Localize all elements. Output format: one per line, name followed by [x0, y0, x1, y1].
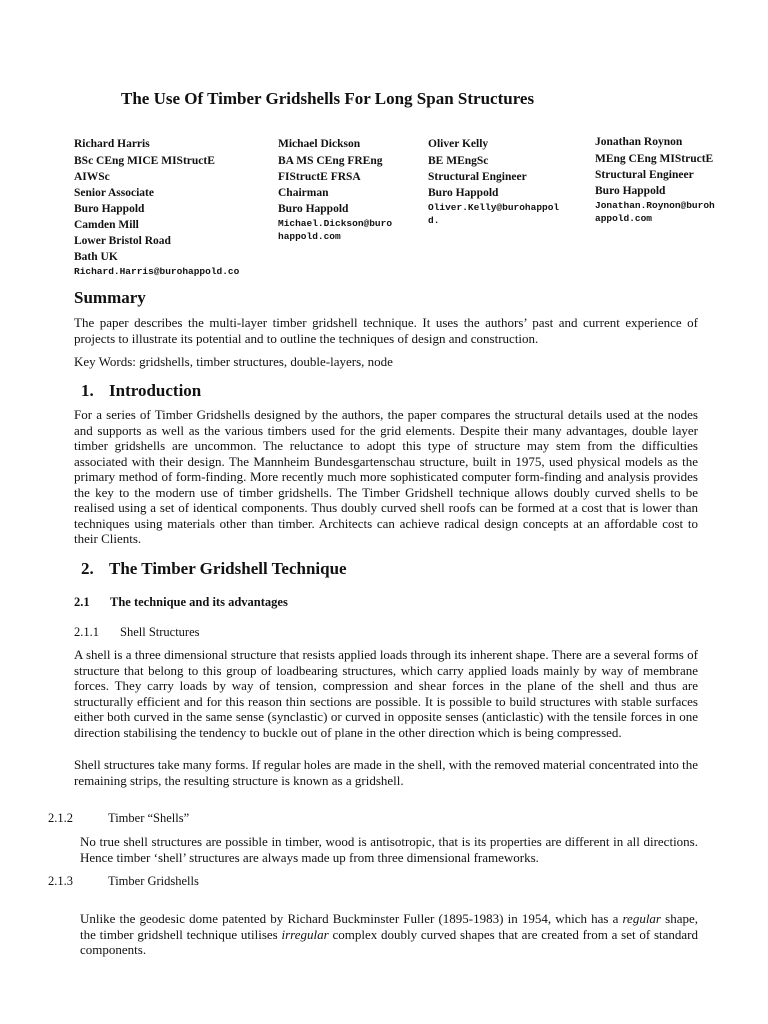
paper-title: The Use Of Timber Gridshells For Long Span Structures — [121, 89, 535, 108]
text-run: shape, the timber gridshell technique utilises — [80, 911, 698, 942]
section-number: 2.1 — [74, 595, 90, 609]
section-title: Timber “Shells” — [108, 811, 190, 825]
author-line: Camden Mill — [74, 219, 139, 231]
section-title: Introduction — [109, 381, 202, 400]
shell-structures-text: A shell is a three dimensional structure that resists applied loads through its inherent shape. There are a several forms of structure that belong to this group of loadbearing structures, which carry applied loads mainly by way of membrane forces. They carry loads by way of tension, compression and shear forces in the plane of the shell and thus are structurally efficient and for this reason thin sections are possible. It is possible to build structures with stable surfaces either both curved in the same sense (synclastic) or curved in opposite senses (anticlastic) with the tensile forces in one direction stabilising the tendency to buckle out of plane in the other direction which is being compressed. — [74, 647, 698, 740]
author-line: MEng CEng MIStructE — [595, 153, 714, 165]
section-title: The technique and its advantages — [110, 595, 288, 609]
subsection-2-1-3-heading — [48, 874, 199, 889]
author-line: Structural Engineer — [428, 171, 527, 183]
subsection-2-1-1-heading — [74, 625, 200, 640]
author-email: happold.com — [278, 231, 341, 242]
keywords: Key Words: gridshells, timber structures, double-layers, node — [74, 354, 393, 369]
author-email: Oliver.Kelly@burohappol — [428, 202, 560, 213]
section-title: The Timber Gridshell Technique — [109, 559, 347, 578]
section-1-heading — [81, 381, 201, 401]
author-name: Michael Dickson — [278, 138, 361, 150]
author-name: Jonathan Roynon — [595, 136, 683, 148]
author-line: Buro Happold — [278, 203, 349, 215]
author-line: Lower Bristol Road — [74, 235, 171, 247]
author-line: AIWSc — [74, 171, 110, 183]
author-line: BE MEngSc — [428, 155, 489, 167]
author-email: d. — [428, 215, 440, 226]
author-email: Michael.Dickson@buro — [278, 218, 393, 229]
author-name: Oliver Kelly — [428, 138, 489, 150]
subsection-2-1-2-heading — [48, 811, 189, 826]
author-block-harris — [74, 136, 254, 278]
author-line: Buro Happold — [74, 203, 145, 215]
summary-text: The paper describes the multi-layer timber gridshell technique. It uses the authors’ past and current experience of projects to illustrate its potential and to outline the techniques of design and construction. — [74, 315, 698, 346]
subsection-2-1-heading — [74, 595, 288, 610]
section-number: 2.1.2 — [48, 811, 73, 825]
section-number: 2.1.3 — [48, 874, 73, 888]
author-block-roynon — [595, 134, 735, 225]
text-run: Unlike the geodesic dome patented by Richard Buckminster Fuller (1895-1983) in 1954, which has a — [80, 911, 623, 926]
shell-structures-text-2: Shell structures take many forms. If regular holes are made in the shell, with the removed material concentrated into the remaining strips, the resulting structure is known as a gridshell. — [74, 757, 698, 788]
emphasis-regular: regular — [622, 911, 661, 926]
section-number: 1. — [81, 381, 94, 400]
section-number: 2. — [81, 559, 94, 578]
section-number: 2.1.1 — [74, 625, 99, 639]
author-email: Jonathan.Roynon@buroh — [595, 200, 715, 211]
author-name: Richard Harris — [74, 138, 150, 150]
author-line: FIStructE FRSA — [278, 171, 361, 183]
author-line: Buro Happold — [428, 187, 499, 199]
section-title: Timber Gridshells — [108, 874, 199, 888]
emphasis-irregular: irregular — [281, 926, 329, 942]
author-line: BA MS CEng FREng — [278, 155, 383, 167]
author-email: appold.com — [595, 213, 653, 224]
author-line: Bath UK — [74, 251, 118, 263]
author-line: Chairman — [278, 187, 329, 199]
section-2-heading — [81, 559, 347, 579]
author-line: BSc CEng MICE MIStructE — [74, 155, 215, 167]
timber-shells-text: No true shell structures are possible in timber, wood is antisotropic, that is its properties are different in all directions. Hence timber ‘shell’ structures are always made up from three dimensional frameworks. — [80, 834, 698, 865]
text-run: complex doubly curved shapes that are created from a set of standard components. — [80, 926, 698, 957]
author-line: Structural Engineer — [595, 169, 694, 181]
author-line: Senior Associate — [74, 187, 154, 199]
author-block-dickson — [278, 136, 408, 243]
introduction-text: For a series of Timber Gridshells designed by the authors, the paper compares the structural details used at the nodes and supports as well as the various timbers used for the grid elements. Despite their many advantages, double layer timber gridshells are uncommon. The reluctance to adopt this type of structure may stem from the difficulties associated with their design. The Mannheim Bundesgartenschau structure, built in 1975, used physical models as the primary method of form-finding. More recently much more sophisticated computer form-finding and analysis provides the key to the modern use of timber gridshells. The Timber Gridshell technique allows doubly curved shells to be realised using a set of identical components. Thus doubly curved shell roofs can be formed at a cost that is lower than techniques using materials other than timber. Architects can achieve radical design concepts at an affordable cost to their Clients. — [74, 407, 698, 546]
author-line: Buro Happold — [595, 185, 666, 197]
section-title: Shell Structures — [120, 625, 200, 639]
timber-gridshells-text — [80, 911, 698, 958]
author-block-kelly — [428, 136, 563, 227]
summary-heading: Summary — [74, 288, 146, 307]
author-email: Richard.Harris@burohappold.co — [74, 266, 240, 277]
